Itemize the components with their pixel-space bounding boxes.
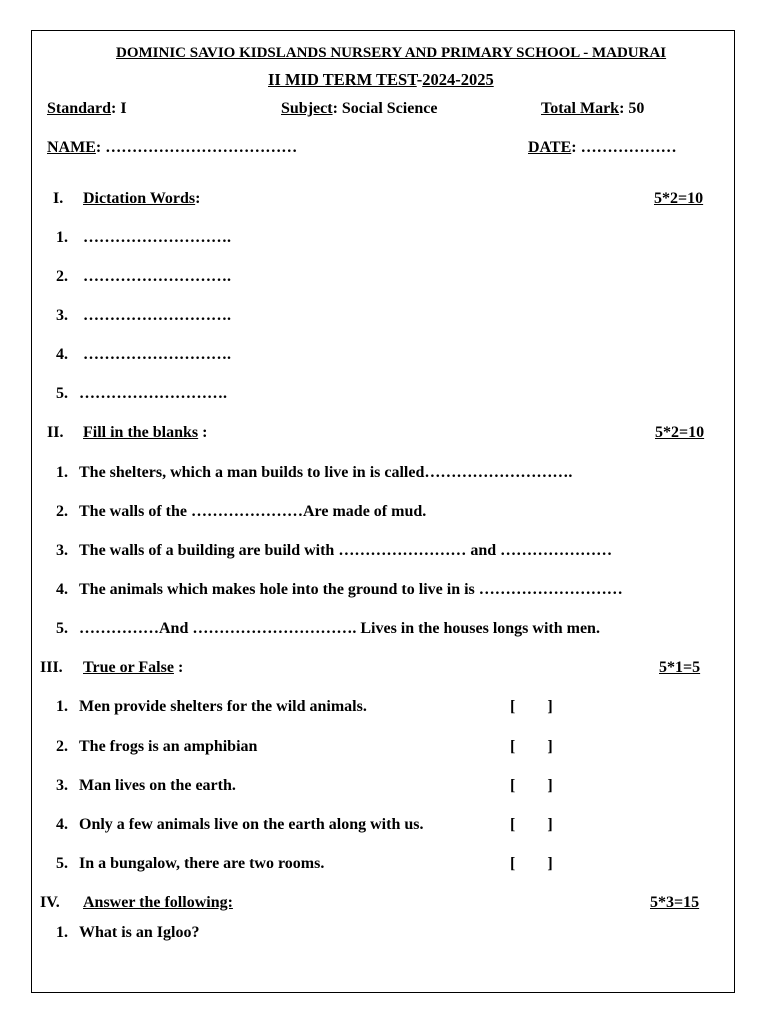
question-text: The animals which makes hole into the ground to live in is ……………………… <box>79 581 623 598</box>
question-text: ……………And …………………………. Lives in the houses longs with men. <box>79 620 600 637</box>
name-value: : ……………………………… <box>95 139 298 156</box>
subject-field <box>281 100 437 118</box>
date-field <box>528 139 677 157</box>
total-mark-value: : 50 <box>619 100 645 117</box>
question-text: What is an Igloo? <box>79 924 200 941</box>
dictation-blank: ………………………. <box>83 307 231 324</box>
dictation-blank: ………………………. <box>83 346 231 363</box>
section-title <box>83 424 207 442</box>
question-text: Man lives on the earth. <box>79 777 236 794</box>
subject-label: Subject <box>281 100 333 117</box>
section-title-text: Dictation Words <box>83 190 196 207</box>
section-title-suffix: : <box>195 190 201 207</box>
date-label: DATE <box>528 139 572 156</box>
dictation-blank: ………………………. <box>83 268 231 285</box>
item-number: 2. <box>56 268 68 285</box>
exam-title-sep: - <box>416 70 423 89</box>
question-text: The walls of the …………………Are made of mud. <box>79 503 427 520</box>
name-label: NAME <box>47 139 96 156</box>
section-numeral: I. <box>53 190 64 207</box>
item-number: 3. <box>56 542 68 559</box>
question-text: The shelters, which a man builds to live in is called………………………. <box>79 464 573 481</box>
question-text: Men provide shelters for the wild animals. <box>79 698 367 715</box>
item-number: 3. <box>56 307 68 324</box>
section-marks: 5*1=5 <box>659 659 701 676</box>
item-number: 4. <box>56 581 68 598</box>
exam-title <box>268 71 494 89</box>
section-title <box>83 659 183 677</box>
item-number: 1. <box>56 229 68 246</box>
section-numeral: III. <box>40 659 63 676</box>
question-text: Only a few animals live on the earth along with us. <box>79 816 424 833</box>
exam-title-text: II MID TERM TEST <box>268 70 417 89</box>
dictation-blank: ………………………. <box>79 385 227 402</box>
section-title-text: Fill in the blanks <box>83 424 199 441</box>
section-numeral: II. <box>47 424 64 441</box>
item-number: 3. <box>56 777 68 794</box>
answer-bracket: [ ] <box>510 698 553 715</box>
item-number: 4. <box>56 346 68 363</box>
section-title <box>83 190 200 208</box>
name-field <box>47 139 297 157</box>
section-numeral: IV. <box>40 894 60 911</box>
item-number: 5. <box>56 385 68 402</box>
section-title-suffix: : <box>198 424 208 441</box>
standard-label: Standard <box>47 100 112 117</box>
school-name: DOMINIC SAVIO KIDSLANDS NURSERY AND PRIMARY SCHOOL - MADURAI <box>116 45 667 61</box>
item-number: 5. <box>56 620 68 637</box>
item-number: 1. <box>56 924 68 941</box>
question-text: The frogs is an amphibian <box>79 738 258 755</box>
section-title-suffix: : <box>173 659 184 676</box>
total-mark-label: Total Mark <box>541 100 620 117</box>
question-text: In a bungalow, there are two rooms. <box>79 855 325 872</box>
item-number: 4. <box>56 816 68 833</box>
total-mark-field <box>541 100 644 118</box>
section-title: Answer the following: <box>83 894 233 911</box>
item-number: 2. <box>56 738 68 755</box>
exam-year: 2024-2025 <box>422 70 494 89</box>
item-number: 2. <box>56 503 68 520</box>
date-value: : ……………… <box>571 139 677 156</box>
answer-bracket: [ ] <box>510 855 553 872</box>
subject-value: : Social Science <box>332 100 438 117</box>
item-number: 5. <box>56 855 68 872</box>
section-marks: 5*2=10 <box>654 190 704 207</box>
item-number: 1. <box>56 698 68 715</box>
question-text: The walls of a building are build with …………………… and ………………… <box>79 542 613 559</box>
section-marks: 5*2=10 <box>655 424 705 441</box>
answer-bracket: [ ] <box>510 816 553 833</box>
item-number: 1. <box>56 464 68 481</box>
section-marks: 5*3=15 <box>650 894 700 911</box>
answer-bracket: [ ] <box>510 777 553 794</box>
dictation-blank: ………………………. <box>83 229 231 246</box>
section-title-text: True or False <box>83 659 174 676</box>
standard-value: : I <box>111 100 127 117</box>
standard-field <box>47 100 127 118</box>
answer-bracket: [ ] <box>510 738 553 755</box>
